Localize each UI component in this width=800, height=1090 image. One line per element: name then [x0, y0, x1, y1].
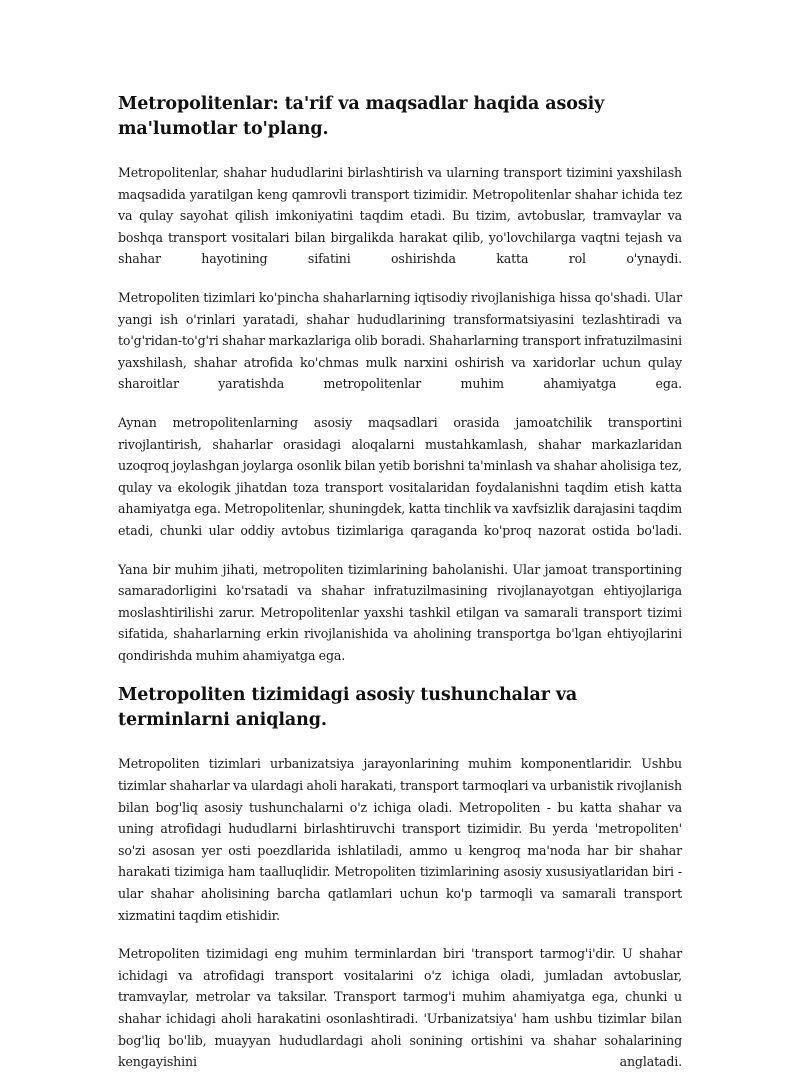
section-metropolitenlar-tarif [118, 92, 682, 666]
paragraph: Yana bir muhim jihati, metropoliten tizimlarining baholanishi. Ular jamoat transportining samaradorligini ko'rsatadi va shahar infratuzilmasining rivojlanayotgan ehtiyojlariga moslashtirilishi zarur. Metropolitenlar yaxshi tashkil etilgan va samarali transport tizimi sifatida, shaharlarning erkin rivojlanishida va aholining transportga bo'lgan ehtiyojlarini qondirishda muhim ahamiyatga ega. [118, 561, 682, 663]
section-asosiy-tushunchalar [118, 683, 682, 1072]
section-heading: Metropolitenlar: ta'rif va maqsadlar haqida asosiy ma'lumotlar to'plang. [118, 94, 605, 139]
section-heading: Metropoliten tizimidagi asosiy tushunchalar va terminlarni aniqlang. [118, 685, 578, 731]
paragraph: Metropoliten tizimlari urbanizatsiya jarayonlarining muhim komponentlaridir. Ushbu tizimlar shaharlar va ulardagi aholi harakati, transport tarmoqlari va urbanistik rivojlanish bilan bog'liq asosiy tushunchalarni o'z ichiga oladi. Metropoliten - bu katta shahar va uning atrofidagi hududlarni birlashtiruvchi transport tizimidir. Bu yerda 'metropoliten' so'zi asosan yer osti poezdlarida ishlatiladi, ammo u kengroq ma'noda har bir shahar harakati tizimiga ham taalluqlidir. Metropoliten tizimlarining asosiy xususiyatlaridan biri - ular shahar aholisining barcha qatlamlari uchun ko'p tarmoqli va samarali transport xizmatini taqdim etishidir. [118, 756, 682, 923]
paragraph: Metropolitenlar, shahar hududlarini birlashtirish va ularning transport tizimini yaxshilash maqsadida yaratilgan keng qamrovli transport tizimidir. Metropolitenlar shahar ichida tez va qulay sayohat qilish imkoniyatini taqdim etadi. Bu tizim, avtobuslar, tramvaylar va boshqa transport vositalari bilan birgalikda harakat qilib, yo'lovchilarga vaqtni tejash va shahar hayotining sifatini oshirishda katta rol o'ynaydi. [118, 165, 682, 267]
paragraph: Metropoliten tizimidagi eng muhim terminlardan biri 'transport tarmog'i'dir. U shahar ichidagi va atrofidagi transport vositalarini o'z ichiga oladi, jumladan avtobuslar, tramvaylar, metrolar va taksilar. Transport tarmog'i muhim ahamiyatga ega, chunki u shahar ichidagi aholi harakatini osonlashtiradi. 'Urbanizatsiya' ham ushbu tizimlar bilan bog'liq bo'lib, muayyan hududlardagi aholi sonining ortishini va shahar sohalarining kengayishini anglatadi. [118, 946, 682, 1070]
document-page [118, 92, 682, 1090]
paragraph: Aynan metropolitenlarning asosiy maqsadlari orasida jamoatchilik transportini rivojlantirish, shaharlar orasidagi aloqalarni mustahkamlash, shahar markazlaridan uzoqroq joylashgan joylarga osonlik bilan yetib borishni ta'minlash va shahar aholisiga tez, qulay va ekologik jihatdan toza transport vositalaridan foydalanishni taqdim etish katta ahamiyatga ega. Metropolitenlar, shuningdek, katta tinchlik va xavfsizlik darajasini taqdim etadi, chunki ular oddiy avtobus tizimlariga qaraganda ko'proq nazorat ostida bo'ladi. [118, 414, 682, 538]
paragraph: Metropoliten tizimlari ko'pincha shaharlarning iqtisodiy rivojlanishiga hissa qo'shadi. Ular yangi ish o'rinlari yaratadi, shahar hududlarining transformatsiyasini tezlashtiradi va to'g'ridan-to'g'ri shahar markazlariga olib boradi. Shaharlarning transport infratuzilmasini yaxshilash, shahar atrofida ko'chmas mulk narxini oshirish va xaridorlar uchun qulay sharoitlar yaratishda metropolitenlar muhim ahamiyatga ega. [118, 289, 682, 392]
